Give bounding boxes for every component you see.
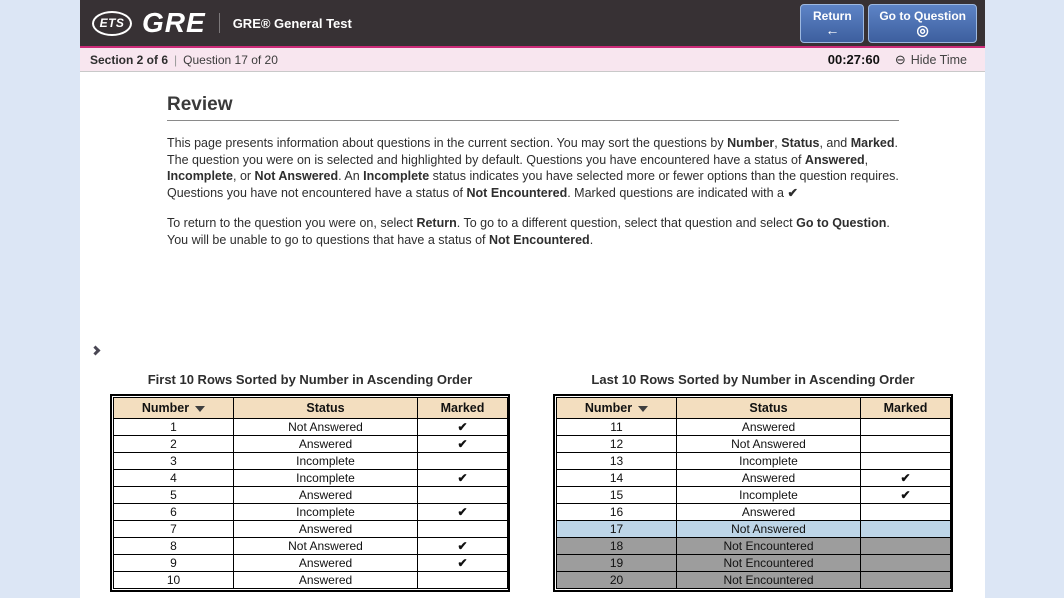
marked-cell: ✔ [418, 555, 508, 572]
status-cell: Answered [677, 504, 861, 521]
go-to-question-button-label: Go to Question [879, 9, 966, 23]
question-row-3[interactable] [114, 453, 508, 470]
number-cell: 4 [114, 470, 234, 487]
clock-icon: ⊖ [894, 51, 906, 67]
marked-cell [418, 521, 508, 538]
brand-divider [219, 13, 220, 33]
status-cell: Incomplete [677, 487, 861, 504]
marked-cell: ✔ [418, 419, 508, 436]
question-row-1[interactable] [114, 419, 508, 436]
marked-cell [418, 487, 508, 504]
number-cell: 1 [114, 419, 234, 436]
return-button[interactable] [800, 4, 864, 43]
status-column-header[interactable]: Status [677, 398, 861, 419]
status-cell: Not Answered [234, 419, 418, 436]
left-arrow-icon: ← [825, 22, 840, 38]
expand-arrow-icon[interactable] [92, 341, 99, 359]
ets-logo [92, 11, 132, 36]
review-instructions [167, 94, 899, 248]
status-cell: Answered [234, 572, 418, 589]
status-cell: Answered [677, 470, 861, 487]
number-cell: 6 [114, 504, 234, 521]
review-table-last [556, 397, 951, 589]
marked-cell: ✔ [861, 470, 951, 487]
first-rows-table-block [110, 372, 510, 592]
status-cell: Answered [234, 436, 418, 453]
question-row-15[interactable] [557, 487, 951, 504]
number-cell: 19 [557, 555, 677, 572]
status-cell: Not Answered [677, 436, 861, 453]
question-row-17[interactable] [557, 521, 951, 538]
table-body [557, 419, 951, 589]
status-bar [80, 48, 985, 72]
status-cell: Answered [677, 419, 861, 436]
number-cell: 10 [114, 572, 234, 589]
marked-column-header[interactable]: Marked [861, 398, 951, 419]
marked-column-header[interactable]: Marked [418, 398, 508, 419]
status-cell: Answered [234, 487, 418, 504]
table-frame [553, 394, 953, 592]
instructions-paragraph-1: This page presents information about questions in the current section. You may sort the questions by Number, Status, and Marked. The question you were on is selected and highlighted by default. Questions you have encountered have a status of Answered, Incomplete, or Not Answered. An Incomplete status indicates you have selected more or fewer options than the question requires. Questions you have not encountered have a status of Not Encountered. Marked questions are indicated with a ✔ [167, 136, 899, 200]
question-row-12[interactable] [557, 436, 951, 453]
number-cell: 11 [557, 419, 677, 436]
question-row-19 [557, 555, 951, 572]
number-cell: 12 [557, 436, 677, 453]
marked-cell: ✔ [418, 538, 508, 555]
status-cell: Incomplete [234, 504, 418, 521]
marked-cell [418, 572, 508, 589]
question-row-2[interactable] [114, 436, 508, 453]
section-progress [90, 53, 278, 67]
app-header [80, 0, 985, 48]
page-title: Review [167, 94, 233, 115]
number-header-label: Number [584, 401, 633, 415]
table-title: First 10 Rows Sorted by Number in Ascending Order [147, 372, 473, 387]
table-header-row [557, 398, 951, 419]
question-row-4[interactable] [114, 470, 508, 487]
status-column-header[interactable]: Status [234, 398, 418, 419]
brand-area [92, 7, 352, 39]
go-to-question-button[interactable] [868, 4, 977, 43]
number-column-header[interactable] [557, 398, 677, 419]
marked-cell [861, 538, 951, 555]
question-row-5[interactable] [114, 487, 508, 504]
number-cell: 17 [557, 521, 677, 538]
question-row-7[interactable] [114, 521, 508, 538]
marked-cell [861, 453, 951, 470]
marked-cell [861, 419, 951, 436]
number-cell: 15 [557, 487, 677, 504]
status-cell: Not Answered [234, 538, 418, 555]
number-cell: 13 [557, 453, 677, 470]
table-frame [110, 394, 510, 592]
marked-cell [861, 436, 951, 453]
number-cell: 5 [114, 487, 234, 504]
return-button-label: Return [812, 9, 852, 23]
marked-cell: ✔ [418, 504, 508, 521]
number-cell: 16 [557, 504, 677, 521]
gre-logo: GRE [142, 7, 206, 38]
section-label: Section 2 of 6 [90, 52, 169, 67]
review-page [80, 72, 985, 598]
sort-descending-icon [195, 406, 205, 412]
number-cell: 2 [114, 436, 234, 453]
question-row-10[interactable] [114, 572, 508, 589]
question-progress-label: Question 17 of 20 [183, 52, 278, 67]
hide-time-button[interactable]: Hide Time [910, 52, 967, 67]
marked-cell [418, 453, 508, 470]
marked-cell [861, 521, 951, 538]
question-row-20 [557, 572, 951, 589]
marked-cell: ✔ [861, 487, 951, 504]
marked-cell: ✔ [418, 470, 508, 487]
number-cell: 9 [114, 555, 234, 572]
title-divider [167, 120, 899, 121]
marked-cell [861, 572, 951, 589]
review-tables [80, 372, 953, 592]
number-cell: 14 [557, 470, 677, 487]
status-cell: Not Encountered [677, 555, 861, 572]
timer-value: 00:27:60 [827, 52, 880, 67]
goto-question-icon: ◎ [916, 22, 929, 38]
number-cell: 7 [114, 521, 234, 538]
header-buttons [800, 4, 977, 43]
timer-area [828, 52, 967, 68]
status-cell: Incomplete [677, 453, 861, 470]
test-window [80, 0, 985, 598]
marked-cell [861, 504, 951, 521]
table-header-row [114, 398, 508, 419]
question-row-6[interactable] [114, 504, 508, 521]
review-table-first [113, 397, 508, 589]
status-cell: Incomplete [234, 470, 418, 487]
marked-cell: ✔ [418, 436, 508, 453]
status-cell: Not Encountered [677, 572, 861, 589]
table-title: Last 10 Rows Sorted by Number in Ascending Order [591, 372, 915, 387]
question-row-14[interactable] [557, 470, 951, 487]
question-row-11[interactable] [557, 419, 951, 436]
number-cell: 3 [114, 453, 234, 470]
question-row-8[interactable] [114, 538, 508, 555]
status-cell: Answered [234, 555, 418, 572]
status-cell: Not Answered [677, 521, 861, 538]
number-cell: 18 [557, 538, 677, 555]
status-cell: Answered [234, 521, 418, 538]
marked-cell [861, 555, 951, 572]
sort-descending-icon [638, 406, 648, 412]
chevron-right-icon [91, 346, 101, 356]
number-cell: 20 [557, 572, 677, 589]
status-cell: Incomplete [234, 453, 418, 470]
instructions-paragraph-2: To return to the question you were on, select Return. To go to a different question, select that question and select Go to Question. You will be unable to go to questions that have a status of Not Encountered. [167, 216, 890, 247]
question-row-16[interactable] [557, 504, 951, 521]
number-cell: 8 [114, 538, 234, 555]
status-cell: Not Encountered [677, 538, 861, 555]
question-row-9[interactable] [114, 555, 508, 572]
question-row-18 [557, 538, 951, 555]
ets-logo-text: ETS [99, 16, 125, 30]
last-rows-table-block [553, 372, 953, 592]
table-body [114, 419, 508, 589]
question-row-13[interactable] [557, 453, 951, 470]
section-separator: | [174, 52, 178, 67]
number-column-header[interactable] [114, 398, 234, 419]
number-header-label: Number [141, 401, 190, 415]
product-title: GRE® General Test [232, 15, 352, 31]
